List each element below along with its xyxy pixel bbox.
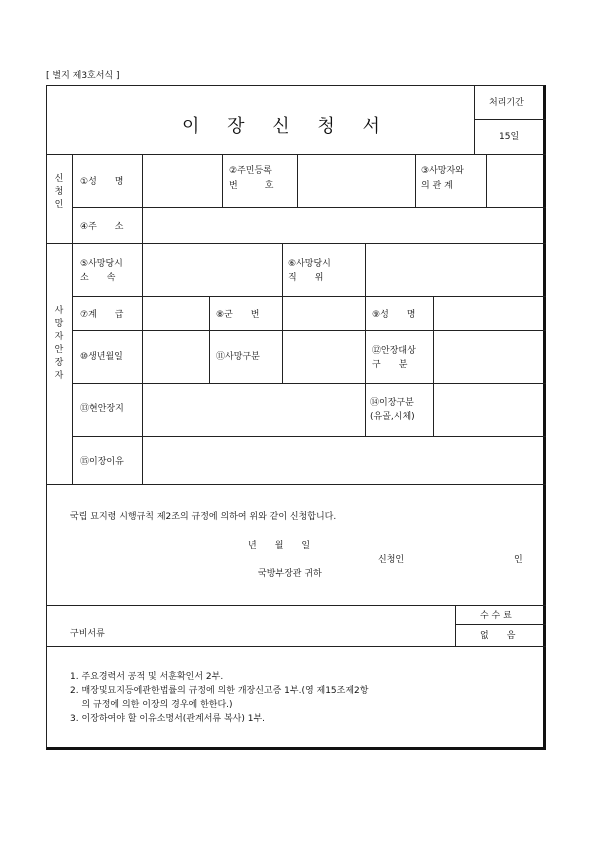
- document-item-1: 1. 주요경력서 공적 및 서훈확인서 2부.: [70, 672, 224, 682]
- unit-at-death-label-2: 소 속: [80, 273, 116, 283]
- service-number-label: ⑧군 번: [216, 310, 260, 320]
- divider: [72, 296, 546, 297]
- applicant-section-label: 신청인: [54, 174, 64, 210]
- required-documents-label: 구비서류: [70, 629, 105, 639]
- divider: [46, 484, 546, 485]
- divider: [415, 154, 416, 207]
- death-type-label: ⑪사망구분: [216, 352, 260, 362]
- relation-label-2: 의 관 계: [421, 181, 453, 191]
- divider: [46, 646, 546, 647]
- processing-period-value: 15일: [499, 132, 520, 142]
- burial-target-label-2: 구 분: [372, 360, 408, 370]
- processing-divider: [474, 119, 546, 120]
- deceased-section-label: 사망자 안장자: [54, 306, 64, 381]
- rank-label: ⑦계 급: [80, 310, 124, 320]
- document-item-3: 3. 이장하여야 할 이유소명서(관계서류 복사) 1부.: [70, 714, 265, 724]
- form-title: 이 장 신 청 서: [182, 116, 391, 137]
- divider: [209, 296, 210, 384]
- date-line: 년 월 일: [248, 541, 311, 551]
- divider: [433, 296, 434, 436]
- divider: [455, 624, 546, 625]
- recipient-label: 국방부장관 귀하: [258, 569, 322, 579]
- divider: [72, 383, 546, 384]
- form-number-label: [ 별지 제3호서식 ]: [46, 71, 120, 81]
- divider: [142, 207, 143, 243]
- relocation-type-label-2: (유골,시체): [370, 412, 415, 422]
- divider: [142, 154, 143, 207]
- divider: [365, 296, 366, 436]
- declaration-text: 국립 묘지령 시행규칙 제2조의 규정에 의하여 위와 같이 신청합니다.: [70, 512, 337, 522]
- applicant-address-label: ④주 소: [80, 222, 124, 232]
- fee-value: 없 음: [480, 631, 516, 641]
- position-at-death-label-2: 직 위: [288, 273, 324, 283]
- divider: [297, 154, 298, 207]
- divider: [72, 436, 546, 437]
- applicant-signature-label: 신청인: [378, 555, 405, 565]
- position-at-death-label: ⑥사망당시: [288, 259, 331, 269]
- divider: [486, 154, 487, 207]
- divider: [455, 605, 456, 646]
- divider: [222, 154, 223, 207]
- applicant-rrn-label-2: 번 호: [229, 181, 274, 191]
- seal-mark: 인: [514, 555, 523, 565]
- document-item-2: 2. 매장및묘지등에관한법률의 규정에 의한 개장신고증 1부.(영 제15조제2항: [70, 686, 369, 696]
- current-burial-site-label: ⑬현안장지: [80, 404, 124, 414]
- unit-at-death-label: ⑤사망당시: [80, 259, 123, 269]
- divider: [282, 243, 283, 383]
- applicant-rrn-label: ②주민등록: [229, 166, 272, 176]
- relation-label: ③사망자와: [421, 166, 464, 176]
- divider: [46, 605, 546, 606]
- title-bottom-line: [46, 154, 546, 155]
- divider: [72, 330, 546, 331]
- burial-target-label: ⑫안장대상: [372, 346, 416, 356]
- fee-label: 수 수 료: [480, 611, 512, 621]
- divider: [72, 207, 546, 208]
- relocation-reason-label: ⑮이장이유: [80, 457, 124, 467]
- divider: [365, 243, 366, 296]
- document-item-2-cont: 의 규정에 의한 이장의 경우에 한한다.): [70, 700, 233, 710]
- deceased-name-label: ⑨성 명: [372, 310, 416, 320]
- section-label-divider: [72, 154, 73, 484]
- applicant-name-label: ①성 명: [80, 177, 124, 187]
- birth-date-label: ⑩생년월일: [80, 352, 123, 362]
- processing-period-label: 처리기간: [489, 98, 524, 108]
- relocation-type-label: ⑭이장구분: [370, 398, 414, 408]
- divider: [142, 243, 143, 383]
- divider: [142, 383, 143, 484]
- divider: [46, 243, 546, 244]
